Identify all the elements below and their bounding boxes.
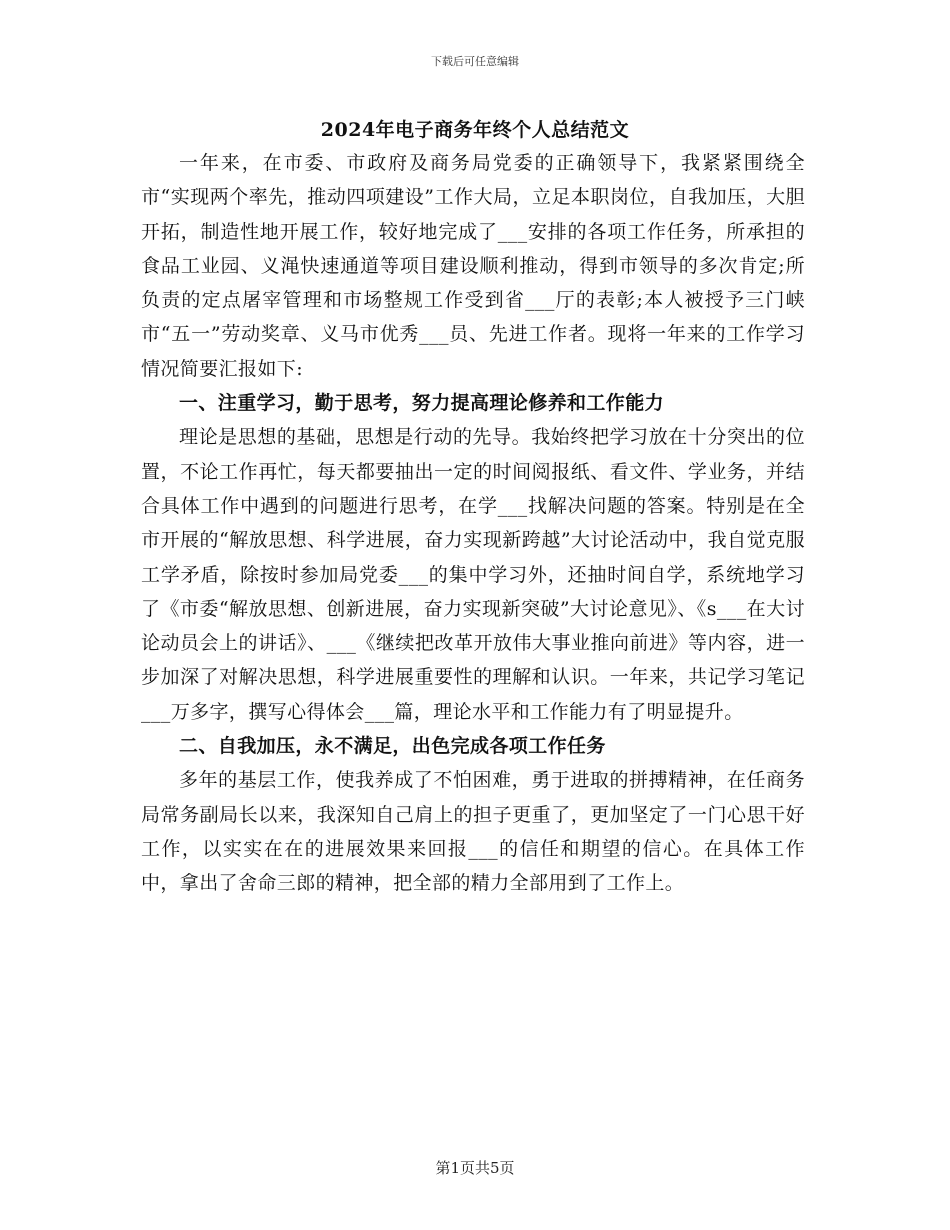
page-footer: 第1页共5页: [435, 1159, 515, 1177]
document-title: 2024年电子商务年终个人总结范文: [320, 119, 630, 141]
paragraph-section-2: 多年的基层工作，使我养成了不怕困难，勇于进取的拼搏精神，在任商务局常务副局长以来，我深知自己肩上的担子更重了，更加坚定了一门心思干好工作，以实实在在的进展效果来回报___的信任和期望的信心。在具体工作中，拿出了舍命三郎的精神，把全部的精力全部用到了工作上。: [141, 769, 805, 895]
section-heading-2: 二、自我加压，永不满足，出色完成各项工作任务: [179, 735, 606, 758]
document-body: [141, 146, 805, 901]
page-header: 下载后可任意编辑: [431, 55, 519, 68]
paragraph-section-1: 理论是思想的基础，思想是行动的先导。我始终把学习放在十分突出的位置，不论工作再忙，每天都要抽出一定的时间阅报纸、看文件、学业务，并结合具体工作中遇到的问题进行思考，在学___找解决问题的答案。特别是在全市开展的“解放思想、科学进展，奋力实现新跨越”大讨论活动中，我自觉克服工学矛盾，除按时参加局党委___的集中学习外，还抽时间自学，系统地学习了《市委“解放思想、创新进展，奋力实现新突破”大讨论意见》、《s___在大讨论动员会上的讲话》、___《继续把改革开放伟大事业推向前进》等内容，进一步加深了对解决思想，科学进展重要性的理解和认识。一年来，共记学习笔记___万多字，撰写心得体会___篇，理论水平和工作能力有了明显提升。: [141, 426, 805, 723]
section-heading-1: 一、注重学习，勤于思考，努力提高理论修养和工作能力: [179, 392, 665, 415]
paragraph-intro: 一年来，在市委、市政府及商务局党委的正确领导下，我紧紧围绕全市“实现两个率先，推动四项建设”工作大局，立足本职岗位，自我加压，大胆开拓，制造性地开展工作，较好地完成了___安排的各项工作任务，所承担的食品工业园、义渑快速通道等项目建设顺利推动，得到市领导的多次肯定;所负责的定点屠宰管理和市场整规工作受到省___厅的表彰;本人被授予三门峡市“五一”劳动奖章、义马市优秀___员、先进工作者。现将一年来的工作学习情况简要汇报如下:: [141, 152, 805, 380]
